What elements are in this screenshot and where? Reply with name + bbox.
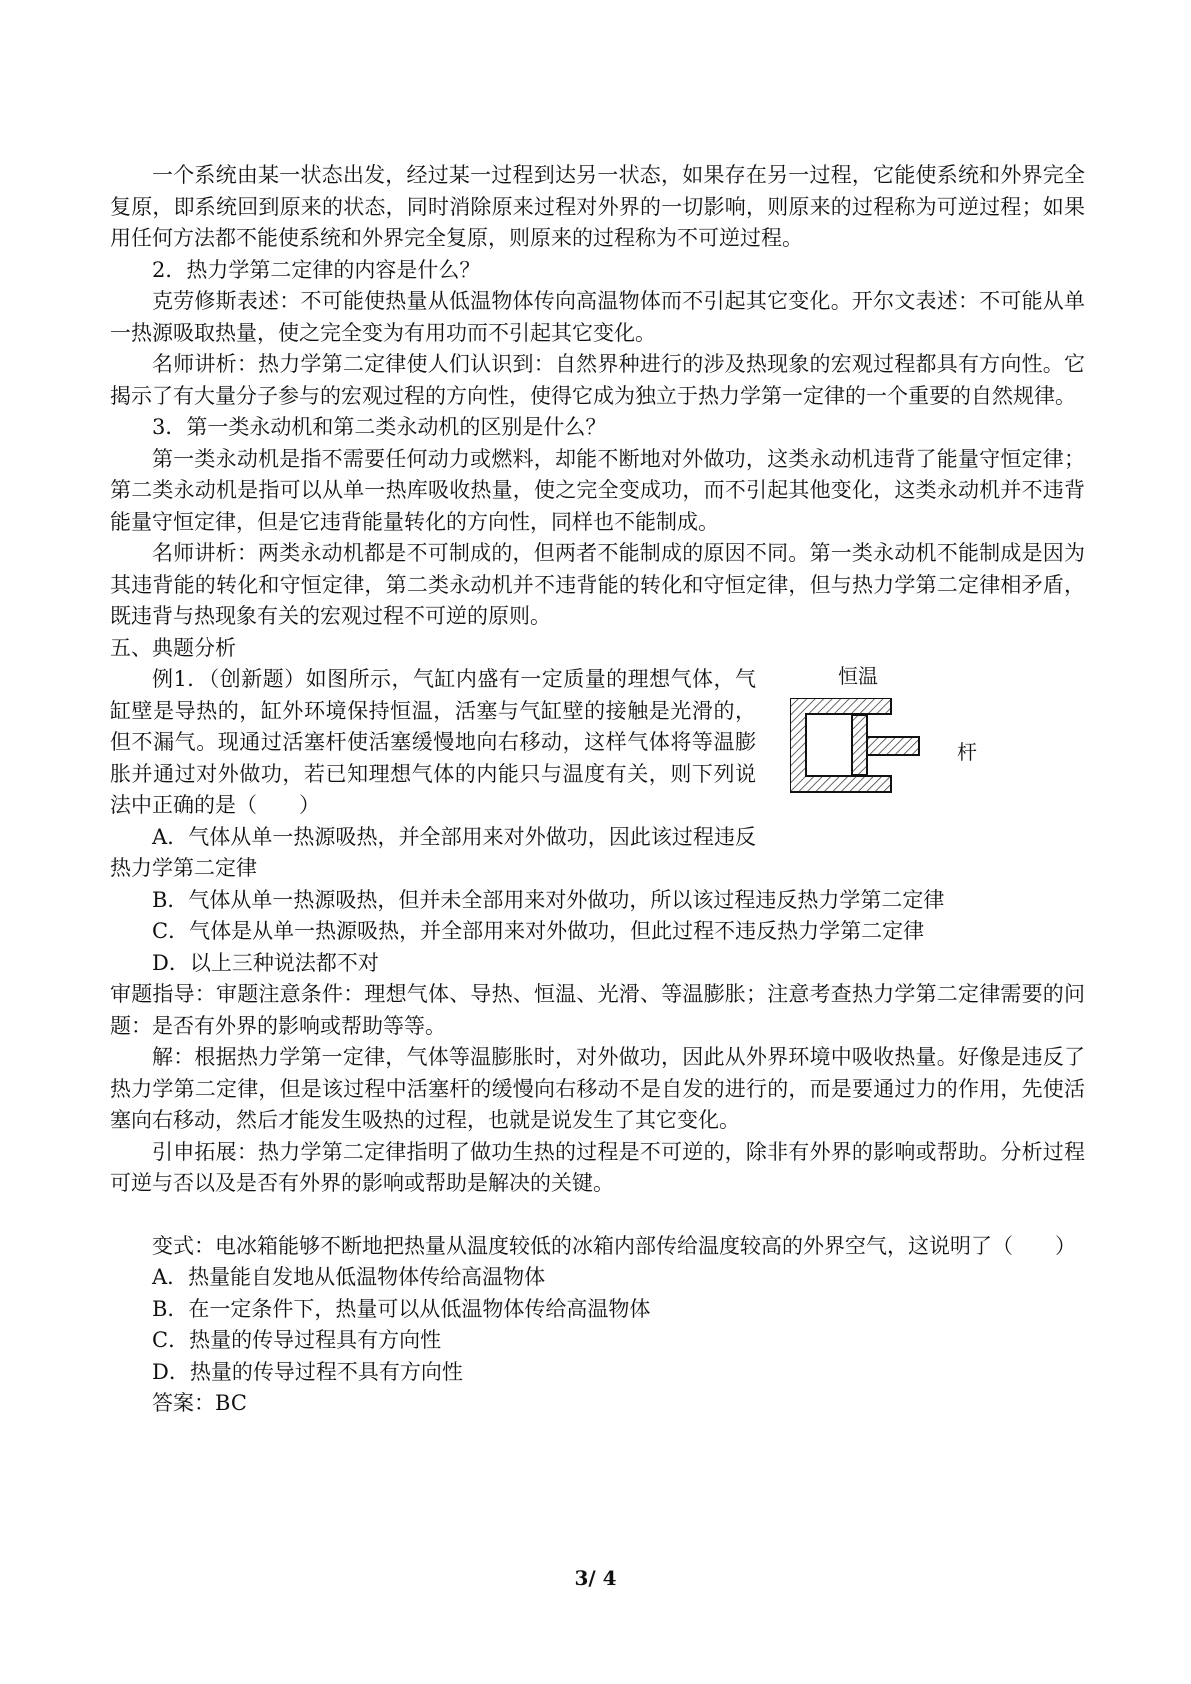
paragraph-teacher-note-2: 名师讲析：两类永动机都是不可制成的，但两者不能制成的原因不同。第一类永动机不能制成是因为其违背能的转化和守恒定律，第二类永动机并不违背能的转化和守恒定律，但与热力学第二定律相矛盾，既违背与热现象有关的宏观过程不可逆的原则。 <box>110 541 1085 628</box>
figure-label-rod: 杆 <box>957 740 977 764</box>
cylinder-diagram <box>790 698 950 808</box>
variant-answer: 答案：BC <box>152 1391 247 1415</box>
variant-stem: 变式：电冰箱能够不断地把热量从温度较低的冰箱内部传给温度较高的外界空气，这说明了（ ） <box>152 1233 1076 1258</box>
section-heading: 五、典题分析 <box>110 635 236 660</box>
variant-option-c: C．热量的传导过程具有方向性 <box>152 1328 442 1352</box>
variant-option-a: A．热量能自发地从低温物体传给高温物体 <box>152 1265 546 1289</box>
example-1-option-c: C．气体是从单一热源吸热，并全部用来对外做功，但此过程不违反热力学第二定律 <box>152 919 925 943</box>
paragraph-extension: 引申拓展：热力学第二定律指明了做功生热的过程是不可逆的，除非有外界的影响或帮助。分析过程可逆与否以及是否有外界的影响或帮助是解决的关键。 <box>110 1139 1085 1195</box>
paragraph-clausius-kelvin: 克劳修斯表述：不可能使热量从低温物体传向高温物体而不引起其它变化。开尔文表述：不可能从单一热源吸取热量，使之完全变为有用功而不引起其它变化。 <box>110 289 1085 345</box>
example-1-option-b: B．气体从单一热源吸热，但并未全部用来对外做功，所以该过程违反热力学第二定律 <box>152 887 945 912</box>
question-3-heading: 3．第一类永动机和第二类永动机的区别是什么？ <box>152 415 607 439</box>
page-number: 3/ 4 <box>574 1566 617 1590</box>
example-1-option-d: D．以上三种说法都不对 <box>152 950 379 975</box>
figure-label-constant-temp: 恒温 <box>838 664 878 688</box>
piston <box>852 715 867 775</box>
example-1 <box>110 664 1085 885</box>
paragraph-perpetual-motion: 第一类永动机是指不需要任何动力或燃料，却能不断地对外做功，这类永动机违背了能量守恒定律；第二类永动机是指可以从单一热库吸收热量，使之完全变成功，而不引起其他变化，这类永动机并不违背能量守恒定律，但是它违背能量转化的方向性，同样也不能制成。 <box>110 446 1085 534</box>
variant-option-d: D．热量的传导过程不具有方向性 <box>152 1359 463 1384</box>
paragraph-teacher-note-1: 名师讲析：热力学第二定律使人们认识到：自然界种进行的涉及热现象的宏观过程都具有方向性。它揭示了有大量分子参与的宏观过程的方向性，使得它成为独立于热力学第一定律的一个重要的自然规律。 <box>110 352 1085 408</box>
page-content <box>110 160 1085 1420</box>
paragraph-reversible-process: 一个系统由某一状态出发，经过某一过程到达另一状态，如果存在另一过程，它能使系统和外界完全复原，即系统回到原来的状态，同时消除原来过程对外界的一切影响，则原来的过程称为可逆过程；如果用任何方法都不能使系统和外界完全复原，则原来的过程称为不可逆过程。 <box>110 163 1085 250</box>
question-2-heading: 2．热力学第二定律的内容是什么？ <box>152 257 481 282</box>
cylinder-figure <box>790 664 977 814</box>
variant-option-b: B．在一定条件下，热量可以从低温物体传给高温物体 <box>152 1296 651 1321</box>
example-1-stem: 例1．（创新题）如图所示，气缸内盛有一定质量的理想气体，气缸壁是导热的，缸外环境保持恒温，活塞与气缸壁的接触是光滑的，但不漏气。现通过活塞杆使活塞缓慢地向右移动，这样气体将等温膨胀并通过对外做功，若已知理想气体的内能只与温度有关，则下列说法中正确的是（ ） <box>110 667 756 817</box>
piston-rod <box>867 737 919 755</box>
paragraph-solution: 解：根据热力学第一定律，气体等温膨胀时，对外做功，因此从外界环境中吸收热量。好像是违反了热力学第二定律，但是该过程中活塞杆的缓慢向右移动不是自发的进行的，而是要通过力的作用，先使活塞向右移动，然后才能发生吸热的过程，也就是说发生了其它变化。 <box>110 1045 1085 1132</box>
example-1-option-a: A．气体从单一热源吸热，并全部用来对外做功，因此该过程违反热力学第二定律 <box>110 824 756 880</box>
paragraph-guidance: 审题指导：审题注意条件：理想气体、导热、恒温、光滑、等温膨胀；注意考查热力学第二定律需要的问题：是否有外界的影响或帮助等等。 <box>110 982 1085 1038</box>
